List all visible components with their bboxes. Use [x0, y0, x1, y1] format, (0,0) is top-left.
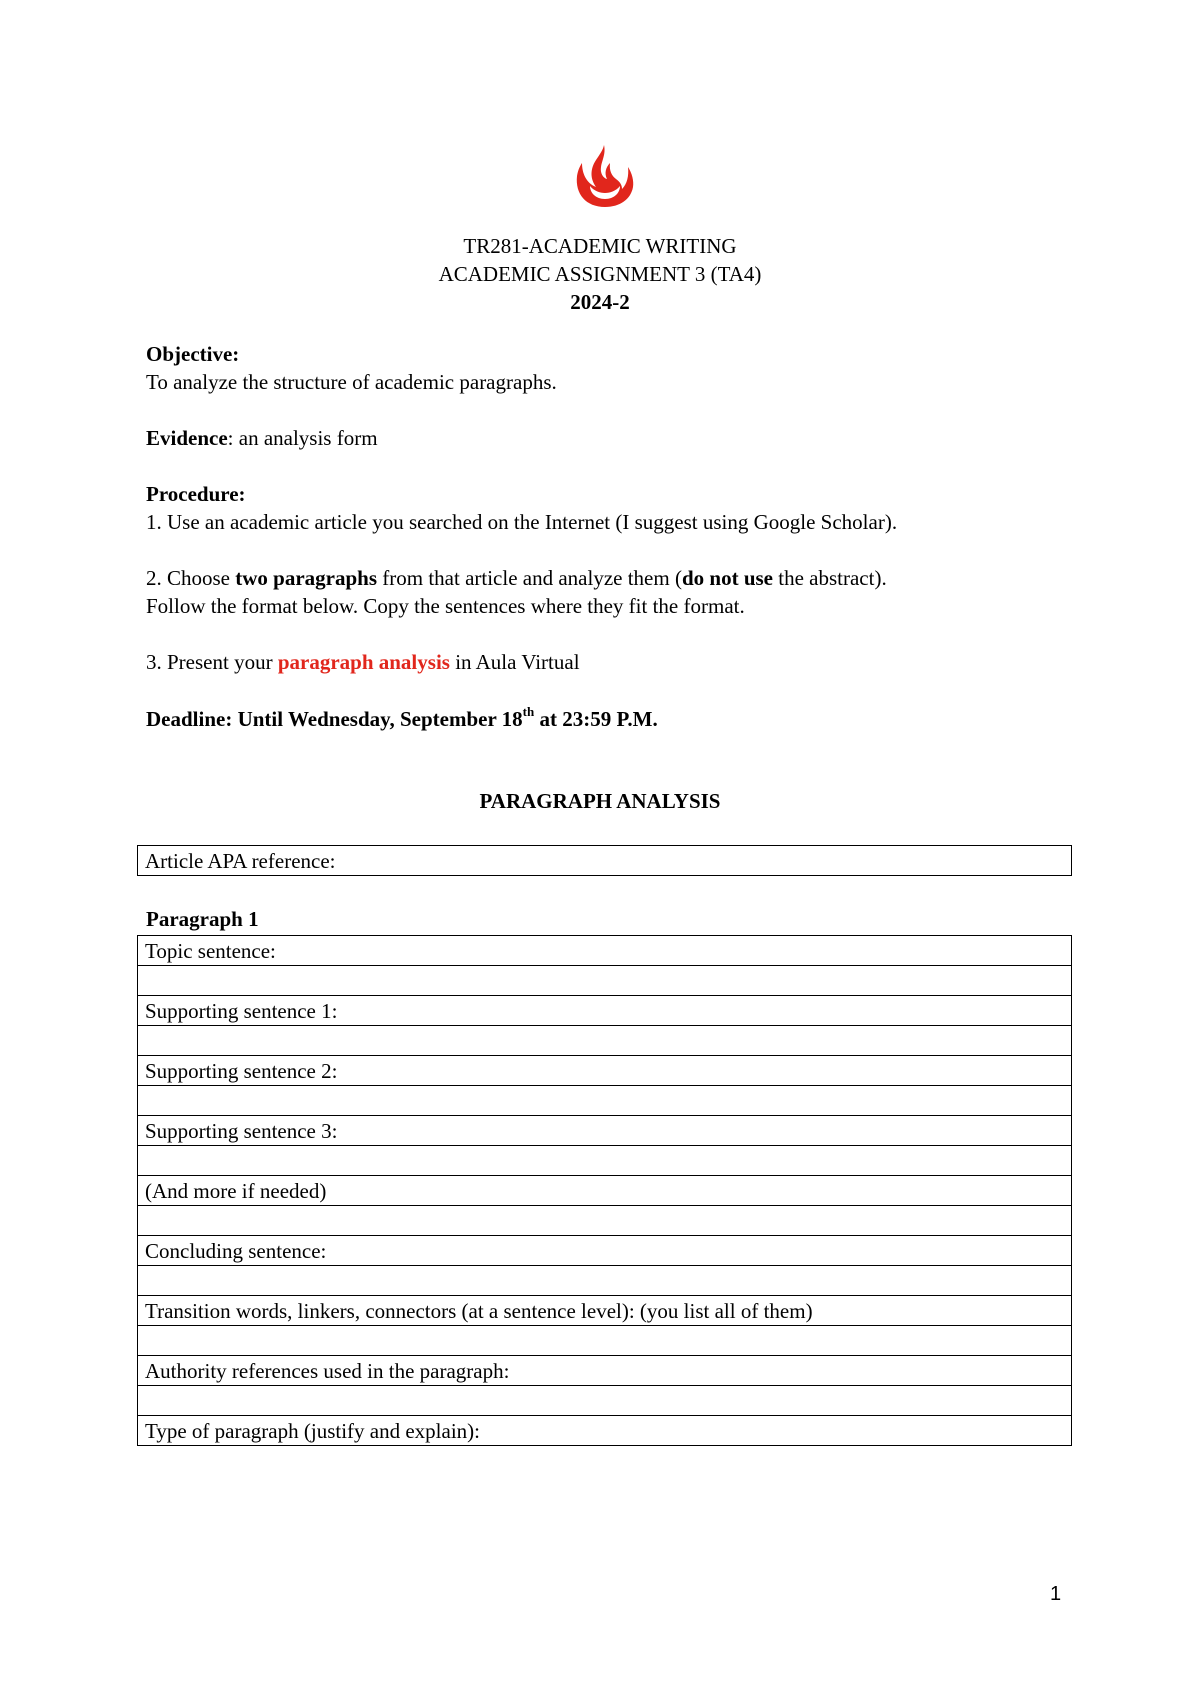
assignment-title: ACADEMIC ASSIGNMENT 3 (TA4): [438, 262, 762, 286]
form-cell: Type of paragraph (justify and explain):: [138, 1416, 1072, 1446]
deadline: [146, 705, 1076, 733]
step2-emphasis-do-not-use: do not use: [681, 566, 773, 590]
form-cell: Transition words, linkers, connectors (at a sentence level): (you list all of them): [138, 1296, 1072, 1326]
page-number: 1: [1050, 1583, 1062, 1605]
table-row: [138, 1236, 1072, 1266]
table-row: [138, 1266, 1072, 1296]
procedure-step-1: 1. Use an academic article you searched on the Internet (I suggest using Google Scholar).: [146, 510, 898, 534]
deadline-text-a: Deadline: Until Wednesday, September 18: [146, 707, 523, 731]
course-title: TR281-ACADEMIC WRITING: [463, 234, 737, 258]
form-cell: (And more if needed): [138, 1176, 1072, 1206]
form-cell-entry[interactable]: [138, 1146, 1072, 1176]
reference-table: [137, 845, 1072, 876]
step2-line-2: Follow the format below. Copy the sentences where they fit the format.: [146, 594, 745, 618]
table-row: [138, 846, 1072, 876]
deadline-superscript: th: [522, 704, 535, 719]
table-row: [138, 1116, 1072, 1146]
university-logo-icon: [572, 145, 638, 211]
form-cell-entry[interactable]: [138, 1326, 1072, 1356]
table-row: [138, 1416, 1072, 1446]
form-cell-entry[interactable]: [138, 966, 1072, 996]
evidence-text: : an analysis form: [227, 426, 378, 450]
form-cell-entry[interactable]: [138, 1026, 1072, 1056]
document-header: [0, 232, 1200, 316]
form-cell: Concluding sentence:: [138, 1236, 1072, 1266]
objective-section: [146, 340, 1076, 396]
step3-text-c: in Aula Virtual: [449, 650, 580, 674]
form-cell-entry[interactable]: [138, 1086, 1072, 1116]
step3-text-a: 3. Present your: [146, 650, 278, 674]
evidence-label: Evidence: [146, 426, 228, 450]
step2-text-a: 2. Choose: [146, 566, 236, 590]
form-cell: Authority references used in the paragraph:: [138, 1356, 1072, 1386]
table-row: [138, 1206, 1072, 1236]
form-cell: Supporting sentence 1:: [138, 996, 1072, 1026]
table-row: [138, 1326, 1072, 1356]
procedure-label: Procedure:: [146, 482, 246, 506]
step2-text-e: the abstract).: [773, 566, 887, 590]
form-cell: Supporting sentence 3:: [138, 1116, 1072, 1146]
form-cell: Supporting sentence 2:: [138, 1056, 1072, 1086]
table-row: [138, 1386, 1072, 1416]
table-row: [138, 966, 1072, 996]
analysis-title: PARAGRAPH ANALYSIS: [479, 789, 721, 813]
table-row: [138, 1146, 1072, 1176]
table-row: [138, 1086, 1072, 1116]
objective-label: Objective:: [146, 342, 240, 366]
procedure-step-2: [146, 564, 1076, 620]
table-row: [138, 1026, 1072, 1056]
procedure-section: [146, 480, 1076, 536]
table-row: [138, 1056, 1072, 1086]
procedure-step-3: [146, 648, 1076, 676]
deadline-text-b: at 23:59 P.M.: [534, 707, 658, 731]
objective-text: To analyze the structure of academic paragraphs.: [146, 370, 557, 394]
form-cell: Topic sentence:: [138, 936, 1072, 966]
table-row: [138, 1176, 1072, 1206]
paragraph-analysis-table: [137, 935, 1072, 1446]
table-row: [138, 936, 1072, 966]
form-cell-entry[interactable]: [138, 1266, 1072, 1296]
evidence-section: [146, 424, 1076, 452]
form-cell-entry[interactable]: [138, 1206, 1072, 1236]
step2-text-c: from that article and analyze them (: [377, 566, 682, 590]
table-row: [138, 1296, 1072, 1326]
term-label: 2024-2: [570, 290, 630, 314]
table-row: [138, 1356, 1072, 1386]
reference-cell[interactable]: Article APA reference:: [138, 846, 1072, 876]
paragraph-1-heading: Paragraph 1: [146, 907, 259, 931]
table-row: [138, 996, 1072, 1026]
step2-emphasis-two-paragraphs: two paragraphs: [235, 566, 378, 590]
step3-highlight: paragraph analysis: [277, 650, 450, 674]
form-cell-entry[interactable]: [138, 1386, 1072, 1416]
